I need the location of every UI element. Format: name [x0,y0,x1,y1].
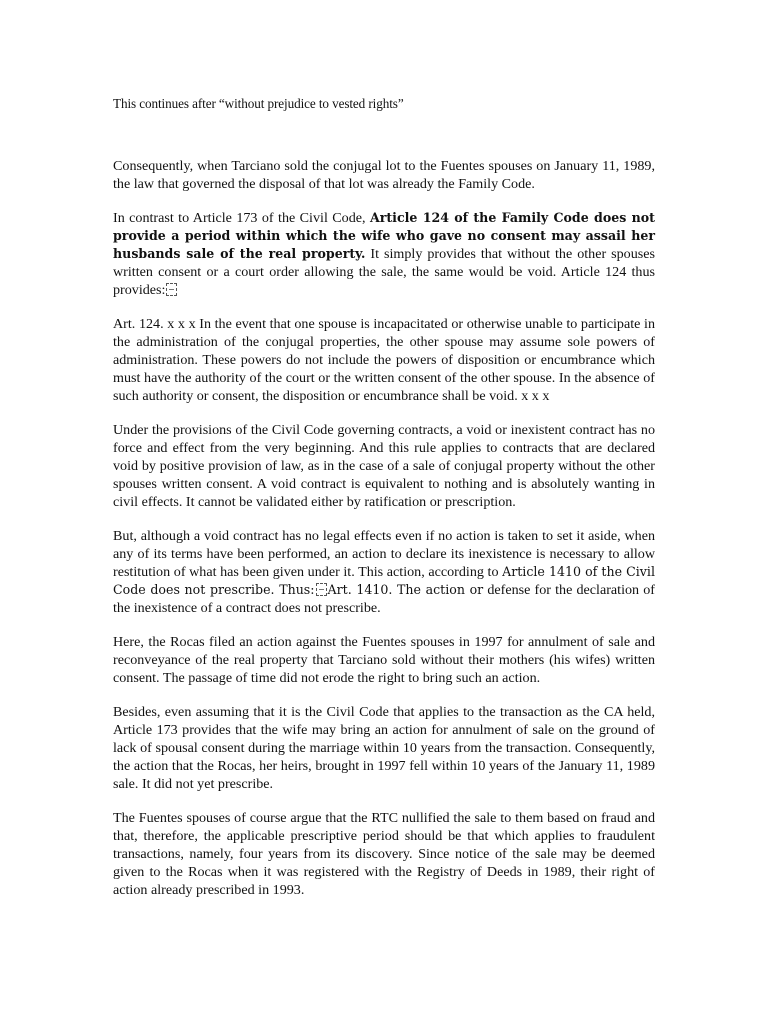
paragraph-5-mono-2: Art. 1410. The action or [327,582,484,597]
separator-icon [166,283,177,296]
paragraph-5-mono-1: Article 1410 of the Civil Code does not prescribe. Thus: [113,564,655,597]
paragraph-4: Under the provisions of the Civil Code governing contracts, a void or inexistent contract has no force and effect from the very beginning. And this rule applies to contracts that are declared void by positive provision of law, as in the case of a sale of conjugal property without the other spouses written consent. A void contract is equivalent to nothing and is absolutely wanting in civil effects. It cannot be validated either by ratification or prescription. [113,422,655,510]
paragraph-5-lead: But, although a void contract has no legal effects even if no action is taken to set it aside, when any of its terms have been performed, an action to declare its inexistence is necessary to allow restitution of what has been given under it. This action, according to [113,528,655,580]
paragraph-2 [113,209,655,299]
separator-icon [316,583,327,596]
paragraph-2-tail: It simply provides that without the other spouses written consent or a court order allowing the sale, the same would be void. Article 124 thus provides: [113,246,656,298]
paragraph-1: Consequently, when Tarciano sold the conjugal lot to the Fuentes spouses on January 11, 1989, the law that governed the disposal of that lot was already the Family Code. [113,158,655,192]
intro-note: This continues after “without prejudice to vested rights” [113,96,404,111]
paragraph-5 [113,527,655,617]
paragraph-8: The Fuentes spouses of course argue that the RTC nullified the sale to them based on fraud and that, therefore, the applicable prescriptive period should be that which applies to fraudulent transactions, namely, four years from its discovery. Since notice of the sale may be deemed given to the Rocas when it was registered with the Registry of Deeds in 1989, their right of action already prescribed in 1993. [113,810,655,898]
paragraph-3: Art. 124. x x x In the event that one spouse is incapacitated or otherwise unable to participate in the administration of the conjugal properties, the other spouse may assume sole powers of administration. These powers do not include the powers of disposition or encumbrance which must have the authority of the court or the written consent of the other spouse. In the absence of such authority or consent, the disposition or encumbrance shall be void. x x x [113,316,655,404]
paragraph-2-bold: Article 124 of the Family Code does not provide a period within which the wife who gave no consent may assail her husbands sale of the real property. [113,210,655,261]
paragraph-6: Here, the Rocas filed an action against the Fuentes spouses in 1997 for annulment of sale and reconveyance of the real property that Tarciano sold without their mothers (his wifes) written consent. The passage of time did not erode the right to bring such an action. [113,634,655,686]
paragraph-2-lead: In contrast to Article 173 of the Civil Code, [113,210,370,226]
paragraph-5-tail: defense for the declaration of the inexistence of a contract does not prescribe. [113,582,655,616]
paragraph-7: Besides, even assuming that it is the Civil Code that applies to the transaction as the CA held, Article 173 provides that the wife may bring an action for annulment of sale on the ground of lack of spousal consent during the marriage within 10 years from the transaction. Consequently, the action that the Rocas, her heirs, brought in 1997 fell within 10 years of the January 11, 1989 sale. It did not yet prescribe. [113,704,655,792]
document-page [113,95,655,915]
